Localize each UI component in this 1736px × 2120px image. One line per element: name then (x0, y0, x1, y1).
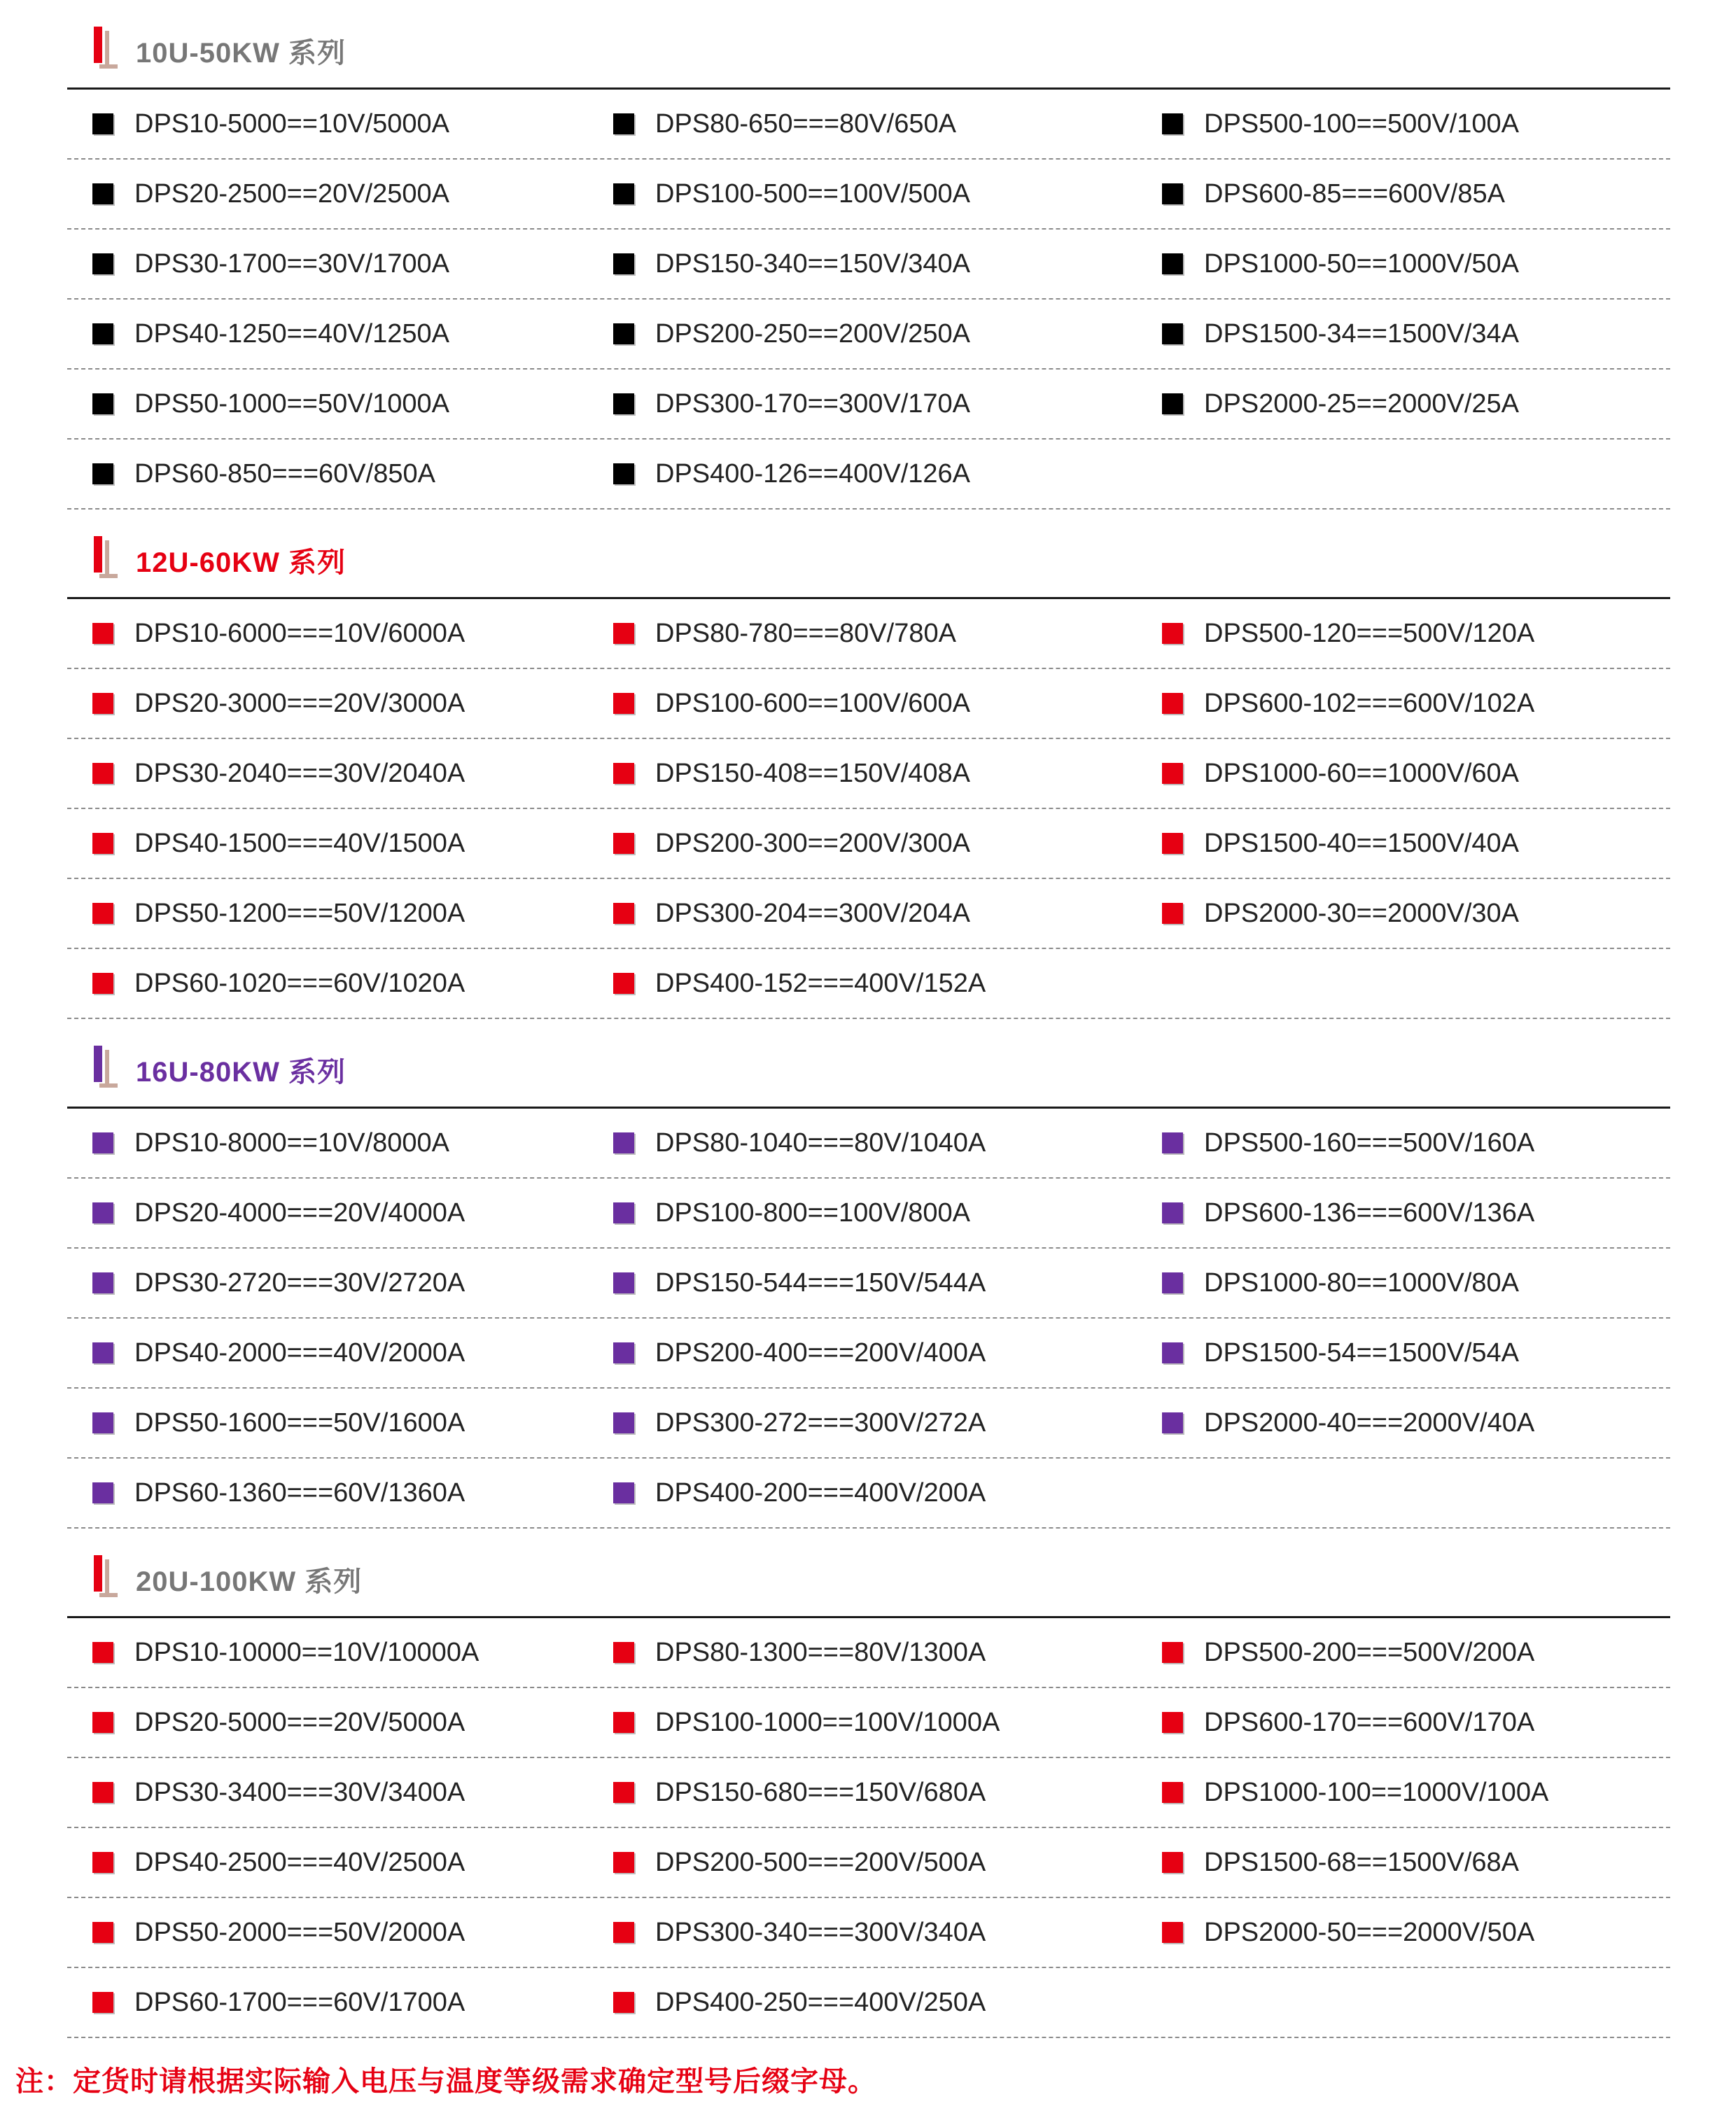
bullet-square-icon (1162, 1642, 1183, 1663)
model-item (613, 160, 970, 228)
model-spec-text: DPS200-250==200V/250A (655, 318, 971, 349)
model-spec-text: DPS30-1700==30V/1700A (134, 248, 450, 279)
model-item (613, 1758, 986, 1827)
bullet-square-icon (92, 1412, 113, 1433)
model-row (67, 370, 1670, 440)
model-item (613, 230, 970, 298)
model-spec-text: DPS60-850===60V/850A (134, 458, 435, 489)
bullet-square-icon (613, 393, 634, 414)
bullet-square-icon (613, 1922, 634, 1943)
model-spec-text: DPS600-102===600V/102A (1204, 688, 1535, 718)
model-spec-text: DPS150-544===150V/544A (655, 1268, 986, 1298)
model-item (92, 669, 465, 738)
model-spec-text: DPS1000-100==1000V/100A (1204, 1777, 1549, 1807)
model-spec-text: DPS200-300==200V/300A (655, 828, 971, 858)
model-spec-text: DPS400-250===400V/250A (655, 1987, 986, 2017)
model-item (92, 599, 465, 668)
model-item (92, 809, 465, 878)
model-item (1162, 300, 1519, 368)
series-header (67, 1019, 1670, 1109)
bullet-square-icon (1162, 903, 1183, 924)
model-item (92, 440, 435, 508)
model-spec-text: DPS20-4000===20V/4000A (134, 1198, 465, 1228)
model-spec-text: DPS60-1360===60V/1360A (134, 1477, 465, 1508)
model-item (613, 669, 970, 738)
bullet-square-icon (613, 463, 634, 484)
bullet-square-icon (1162, 323, 1183, 344)
series-header (67, 1529, 1670, 1618)
model-spec-text: DPS40-2000===40V/2000A (134, 1338, 465, 1368)
bullet-square-icon (613, 1272, 634, 1293)
model-row (67, 1898, 1670, 1968)
model-spec-text: DPS20-3000===20V/3000A (134, 688, 465, 718)
bullet-square-icon (1162, 1132, 1183, 1153)
model-spec-text: DPS500-160===500V/160A (1204, 1128, 1535, 1158)
model-item (613, 1179, 970, 1247)
model-item (1162, 599, 1534, 668)
model-spec-text: DPS2000-40===2000V/40A (1204, 1408, 1535, 1438)
model-row (67, 1109, 1670, 1179)
model-spec-text: DPS80-780===80V/780A (655, 618, 956, 648)
model-row (67, 1758, 1670, 1828)
bullet-square-icon (92, 623, 113, 644)
model-item (92, 90, 449, 158)
model-row (67, 230, 1670, 300)
bullet-square-icon (613, 973, 634, 994)
bullet-square-icon (613, 323, 634, 344)
model-spec-text: DPS500-200===500V/200A (1204, 1637, 1535, 1667)
model-spec-text: DPS150-680===150V/680A (655, 1777, 986, 1807)
model-item (613, 1389, 986, 1457)
bullet-square-icon (92, 1132, 113, 1153)
model-spec-text: DPS40-2500===40V/2500A (134, 1847, 465, 1877)
model-item (92, 1109, 449, 1177)
model-row (67, 300, 1670, 370)
model-item (1162, 1828, 1519, 1897)
model-item (613, 440, 970, 508)
bullet-square-icon (1162, 1202, 1183, 1223)
model-item (613, 879, 970, 948)
model-item (1162, 90, 1519, 158)
model-item (92, 739, 465, 808)
model-spec-text: DPS300-170==300V/170A (655, 388, 971, 419)
bullet-square-icon (92, 1272, 113, 1293)
bullet-square-icon (92, 393, 113, 414)
bullet-square-icon (613, 623, 634, 644)
bullet-square-icon (92, 463, 113, 484)
model-item (613, 300, 970, 368)
model-spec-text: DPS20-5000===20V/5000A (134, 1707, 465, 1737)
model-row (67, 1249, 1670, 1319)
model-row (67, 1618, 1670, 1688)
bullet-square-icon (92, 903, 113, 924)
bullet-square-icon (1162, 1922, 1183, 1943)
model-spec-text: DPS60-1700===60V/1700A (134, 1987, 465, 2017)
model-spec-text: DPS20-2500==20V/2500A (134, 178, 450, 209)
bullet-square-icon (92, 183, 113, 204)
model-item (92, 1688, 465, 1757)
model-spec-text: DPS80-1040===80V/1040A (655, 1128, 986, 1158)
model-spec-text: DPS300-204==300V/204A (655, 898, 971, 928)
series-section (67, 0, 1670, 510)
bullet-square-icon (92, 1992, 113, 2013)
model-spec-text: DPS2000-50===2000V/50A (1204, 1917, 1535, 1947)
model-item (1162, 1389, 1534, 1457)
bullet-square-icon (613, 1202, 634, 1223)
model-spec-text: DPS1000-50==1000V/50A (1204, 248, 1520, 279)
model-item (1162, 1618, 1534, 1687)
model-item (92, 1459, 465, 1527)
model-item (92, 1618, 479, 1687)
model-item (92, 370, 449, 438)
model-spec-text: DPS100-600==100V/600A (655, 688, 971, 718)
model-item (613, 1828, 986, 1897)
model-spec-text: DPS50-1600===50V/1600A (134, 1408, 465, 1438)
model-item (1162, 160, 1505, 228)
model-item (1162, 1758, 1548, 1827)
model-item (613, 739, 970, 808)
model-item (613, 599, 956, 668)
model-spec-text: DPS600-170===600V/170A (1204, 1707, 1535, 1737)
model-item (1162, 669, 1534, 738)
bullet-square-icon (92, 1712, 113, 1733)
bullet-square-icon (92, 1482, 113, 1503)
bullet-square-icon (92, 1922, 113, 1943)
model-row (67, 160, 1670, 230)
bullet-square-icon (92, 1642, 113, 1663)
model-item (92, 160, 449, 228)
model-item (1162, 1109, 1534, 1177)
model-spec-text: DPS100-800==100V/800A (655, 1198, 971, 1228)
model-spec-text: DPS300-340===300V/340A (655, 1917, 986, 1947)
bullet-square-icon (1162, 693, 1183, 714)
bullet-square-icon (92, 113, 113, 134)
bullet-square-icon (613, 1782, 634, 1803)
model-row (67, 809, 1670, 879)
model-row (67, 1459, 1670, 1529)
model-spec-text: DPS150-340==150V/340A (655, 248, 971, 279)
bullet-square-icon (92, 323, 113, 344)
model-item (1162, 1249, 1519, 1317)
bullet-square-icon (1162, 253, 1183, 274)
model-spec-text: DPS200-400===200V/400A (655, 1338, 986, 1368)
model-row (67, 669, 1670, 739)
bullet-square-icon (1162, 183, 1183, 204)
series-marker-icon (94, 27, 118, 70)
bullet-square-icon (613, 1992, 634, 2013)
model-spec-text: DPS1000-80==1000V/80A (1204, 1268, 1520, 1298)
model-row (67, 90, 1670, 160)
model-item (92, 1898, 465, 1967)
model-item (613, 1898, 986, 1967)
model-spec-text: DPS50-1000==50V/1000A (134, 388, 450, 419)
model-spec-text: DPS30-3400===30V/3400A (134, 1777, 465, 1807)
model-spec-text: DPS1000-60==1000V/60A (1204, 758, 1520, 788)
bullet-square-icon (1162, 1782, 1183, 1803)
bullet-square-icon (613, 693, 634, 714)
model-item (1162, 1179, 1534, 1247)
model-spec-text: DPS40-1250==40V/1250A (134, 318, 450, 349)
model-spec-text: DPS40-1500===40V/1500A (134, 828, 465, 858)
model-spec-text: DPS50-1200===50V/1200A (134, 898, 465, 928)
bullet-square-icon (1162, 1852, 1183, 1873)
series-title: 10U-50KW 系列 (136, 38, 346, 69)
model-spec-text: DPS500-100==500V/100A (1204, 108, 1520, 139)
model-spec-text: DPS1500-68==1500V/68A (1204, 1847, 1520, 1877)
bullet-square-icon (1162, 623, 1183, 644)
model-spec-text: DPS200-500===200V/500A (655, 1847, 986, 1877)
model-item (92, 1179, 465, 1247)
bullet-square-icon (613, 833, 634, 854)
bullet-square-icon (613, 1342, 634, 1363)
bullet-square-icon (1162, 763, 1183, 784)
bullet-square-icon (613, 113, 634, 134)
bullet-square-icon (92, 1782, 113, 1803)
model-item (1162, 1688, 1534, 1757)
bullet-square-icon (92, 1342, 113, 1363)
model-item (92, 1249, 465, 1317)
series-marker-icon (94, 1046, 118, 1089)
model-item (92, 1828, 465, 1897)
model-spec-text: DPS400-200===400V/200A (655, 1477, 986, 1508)
bullet-square-icon (613, 253, 634, 274)
bullet-square-icon (92, 253, 113, 274)
model-spec-text: DPS60-1020===60V/1020A (134, 968, 465, 998)
model-spec-text: DPS10-8000==10V/8000A (134, 1128, 450, 1158)
model-spec-text: DPS600-85===600V/85A (1204, 178, 1505, 209)
series-marker-icon (94, 536, 118, 580)
model-list-sheet (67, 0, 1670, 2038)
bullet-square-icon (613, 183, 634, 204)
model-spec-text: DPS10-5000==10V/5000A (134, 108, 450, 139)
model-item (92, 1389, 465, 1457)
model-spec-text: DPS1500-40==1500V/40A (1204, 828, 1520, 858)
bullet-square-icon (613, 903, 634, 924)
model-spec-text: DPS1500-34==1500V/34A (1204, 318, 1520, 349)
model-row (67, 599, 1670, 669)
model-item (92, 1968, 465, 2037)
model-spec-text: DPS150-408==150V/408A (655, 758, 971, 788)
ordering-note: 注：定货时请根据实际输入电压与温度等级需求确定型号后缀字母。 (15, 2066, 876, 2097)
model-spec-text: DPS100-1000==100V/1000A (655, 1707, 1000, 1737)
model-row (67, 440, 1670, 510)
model-item (1162, 809, 1519, 878)
bullet-square-icon (1162, 833, 1183, 854)
model-item (613, 90, 956, 158)
bullet-square-icon (613, 763, 634, 784)
model-item (613, 949, 986, 1018)
bullet-square-icon (92, 833, 113, 854)
model-item (613, 1968, 986, 2037)
model-spec-text: DPS400-152===400V/152A (655, 968, 986, 998)
bullet-square-icon (613, 1482, 634, 1503)
model-row (67, 1179, 1670, 1249)
model-item (613, 809, 970, 878)
model-item (1162, 230, 1519, 298)
bullet-square-icon (613, 1642, 634, 1663)
model-item (1162, 370, 1519, 438)
model-spec-text: DPS10-6000===10V/6000A (134, 618, 465, 648)
model-row (67, 1688, 1670, 1758)
series-section (67, 1019, 1670, 1529)
model-spec-text: DPS50-2000===50V/2000A (134, 1917, 465, 1947)
model-item (1162, 1319, 1519, 1387)
series-header (67, 0, 1670, 90)
bullet-square-icon (613, 1132, 634, 1153)
bullet-square-icon (613, 1412, 634, 1433)
model-item (1162, 1898, 1534, 1967)
model-item (1162, 879, 1519, 948)
bullet-square-icon (1162, 1342, 1183, 1363)
model-spec-text: DPS600-136===600V/136A (1204, 1198, 1535, 1228)
series-section (67, 1529, 1670, 2038)
series-title: 16U-80KW 系列 (136, 1057, 346, 1088)
bullet-square-icon (1162, 1712, 1183, 1733)
model-row (67, 1389, 1670, 1459)
model-row (67, 1968, 1670, 2038)
model-item (613, 1688, 1000, 1757)
model-spec-text: DPS100-500==100V/500A (655, 178, 971, 209)
model-spec-text: DPS80-1300===80V/1300A (655, 1637, 986, 1667)
model-row (67, 879, 1670, 949)
model-spec-text: DPS2000-25==2000V/25A (1204, 388, 1520, 419)
series-title: 12U-60KW 系列 (136, 547, 346, 578)
bullet-square-icon (1162, 393, 1183, 414)
series-marker-icon (94, 1555, 118, 1599)
model-item (613, 1319, 986, 1387)
bullet-square-icon (92, 1852, 113, 1873)
model-spec-text: DPS30-2040===30V/2040A (134, 758, 465, 788)
model-item (92, 879, 465, 948)
bullet-square-icon (92, 1202, 113, 1223)
model-row (67, 739, 1670, 809)
bullet-square-icon (1162, 1412, 1183, 1433)
model-row (67, 1319, 1670, 1389)
model-item (1162, 739, 1519, 808)
series-header (67, 510, 1670, 599)
model-spec-text: DPS30-2720===30V/2720A (134, 1268, 465, 1298)
bullet-square-icon (92, 763, 113, 784)
model-spec-text: DPS400-126==400V/126A (655, 458, 971, 489)
model-item (92, 1758, 465, 1827)
bullet-square-icon (92, 973, 113, 994)
model-item (92, 230, 449, 298)
model-spec-text: DPS80-650===80V/650A (655, 108, 956, 139)
model-item (613, 1459, 986, 1527)
model-row (67, 1828, 1670, 1898)
model-item (92, 949, 465, 1018)
model-spec-text: DPS1500-54==1500V/54A (1204, 1338, 1520, 1368)
model-row (67, 949, 1670, 1019)
model-spec-text: DPS300-272===300V/272A (655, 1408, 986, 1438)
model-item (613, 1249, 986, 1317)
model-spec-text: DPS2000-30==2000V/30A (1204, 898, 1520, 928)
bullet-square-icon (1162, 113, 1183, 134)
series-title: 20U-100KW 系列 (136, 1566, 363, 1597)
series-section (67, 510, 1670, 1019)
model-spec-text: DPS500-120===500V/120A (1204, 618, 1535, 648)
bullet-square-icon (92, 693, 113, 714)
bullet-square-icon (613, 1852, 634, 1873)
model-item (92, 1319, 465, 1387)
bullet-square-icon (1162, 1272, 1183, 1293)
model-spec-text: DPS10-10000==10V/10000A (134, 1637, 479, 1667)
model-item (613, 370, 970, 438)
model-item (613, 1618, 986, 1687)
model-item (92, 300, 449, 368)
bullet-square-icon (613, 1712, 634, 1733)
model-item (613, 1109, 986, 1177)
